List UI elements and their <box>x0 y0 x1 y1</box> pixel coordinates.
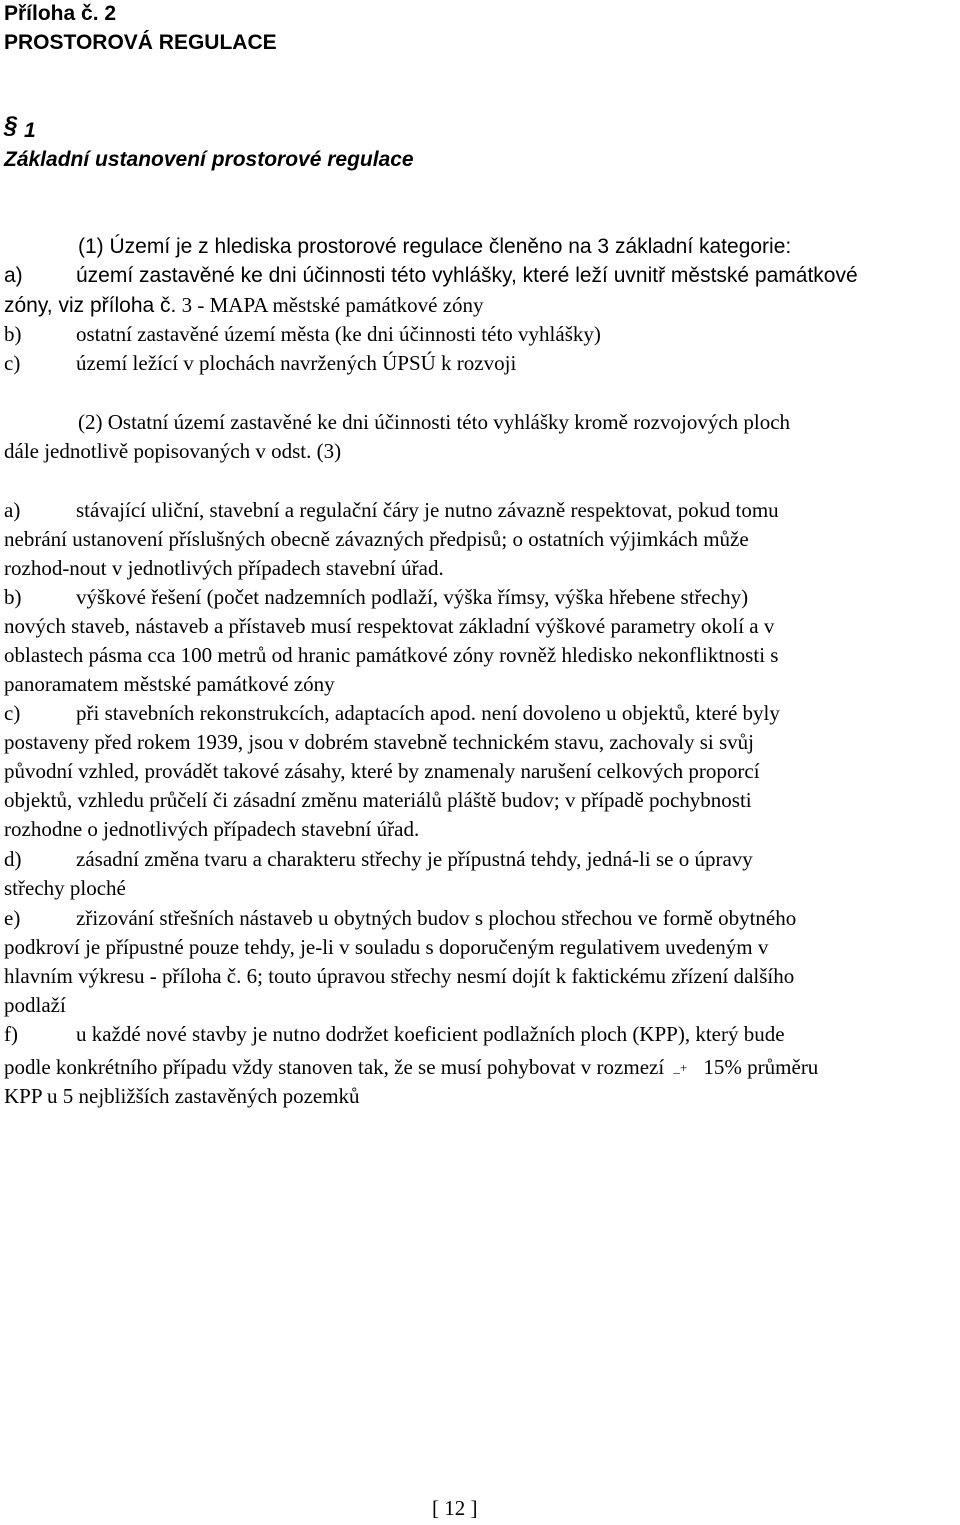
item-tag: e) <box>4 906 21 930</box>
item-text: při stavebních rekonstrukcích, adaptacích apod. není dovoleno u objektů, které byly <box>76 701 780 725</box>
page-number: [ 12 ] <box>432 1496 478 1520</box>
para2-item-c <box>4 701 780 726</box>
item-text: zřizování střešních nástaveb u obytných budov s plochou střechou ve formě obytného <box>76 906 797 930</box>
item-text: u každé nové stavby je nutno dodržet koeficient podlažních ploch (KPP), který bude <box>76 1022 785 1046</box>
section-heading: Základní ustanovení prostorové regulace <box>4 148 414 171</box>
para2-item-d <box>4 847 753 872</box>
para1-intro: (1) Území je z hlediska prostorové regulace členěno na 3 základní kategorie: <box>78 235 792 258</box>
annex-label: Příloha č. 2 <box>4 2 117 25</box>
item-text: ostatní zastavěné území města (ke dni účinnosti této vyhlášky) <box>76 322 601 346</box>
item-text: 15% průměru <box>703 1055 819 1079</box>
para2-item-e-cont: podkroví je přípustné pouze tehdy, je-li v souladu s doporučeným regulativem uvedeným v <box>4 935 769 959</box>
para1-item-b <box>4 322 601 347</box>
para2-item-f <box>4 1022 785 1047</box>
item-text-sans: zóny, viz příloha č. <box>4 294 177 317</box>
para1-item-c <box>4 351 516 376</box>
para2-item-f-cont: KPP u 5 nejbližších zastavěných pozemků <box>4 1084 360 1108</box>
item-tag: c) <box>4 351 21 375</box>
section-number: 1 <box>24 119 36 142</box>
para2-item-d-cont: střechy ploché <box>4 876 126 900</box>
para2-item-a-cont: nebrání ustanovení příslušných obecně závazných předpisů; o ostatních výjimkách může <box>4 527 749 551</box>
item-text: území ležící v plochách navržených ÚPSÚ k rozvoji <box>76 351 517 375</box>
item-text: zásadní změna tvaru a charakteru střechy je přípustná tehdy, jedná-li se o úpravy <box>76 847 753 871</box>
document-title: PROSTOROVÁ REGULACE <box>4 31 277 54</box>
item-text: území zastavěné ke dni účinnosti této vyhlášky, které leží uvnitř městské památkové <box>76 264 858 287</box>
para2-intro: (2) Ostatní území zastavěné ke dni účinnosti této vyhlášky kromě rozvojových ploch <box>78 410 791 434</box>
item-tag: b) <box>4 585 22 609</box>
para2-item-b-cont: nových staveb, nástaveb a přístaveb musí respektovat základní výškové parametry okolí a v <box>4 614 775 638</box>
para2-item-e <box>4 906 796 931</box>
item-tag: b) <box>4 322 22 346</box>
para2-item-e-cont: hlavním výkresu - příloha č. 6; touto úpravou střechy nesmí dojít k faktickému zřízení dalšího <box>4 964 795 988</box>
para2-item-a-cont: rozhod-nout v jednotlivých případech stavební úřad. <box>4 556 444 580</box>
para2-item-c-cont: rozhodne o jednotlivých případech stavební úřad. <box>4 817 420 841</box>
para2-item-c-cont: objektů, vzhledu průčelí či zásadní změnu materiálů pláště budov; v případě pochybnosti <box>4 788 752 812</box>
item-tag: f) <box>4 1022 18 1046</box>
para1-item-a <box>4 264 858 288</box>
item-tag: a) <box>4 498 21 522</box>
item-tag: d) <box>4 847 22 871</box>
item-tag: a) <box>4 264 23 287</box>
para2-item-f-cont <box>4 1055 818 1080</box>
plus-minus-mark: _+ <box>673 1060 688 1075</box>
item-text-serif: 3 - MAPA městské památkové zóny <box>176 293 484 317</box>
para2-item-a <box>4 498 779 523</box>
para1-item-a-cont <box>4 293 484 318</box>
item-text: podle konkrétního případu vždy stanoven tak, že se musí pohybovat v rozmezí <box>4 1055 665 1079</box>
para2-item-b-cont: panoramatem městské památkové zóny <box>4 672 335 696</box>
section-symbol: § <box>4 112 18 139</box>
item-tag: c) <box>4 701 21 725</box>
para2-item-b-cont: oblastech pásma cca 100 metrů od hranic památkové zóny rovněž hledisko nekonfliktnosti s <box>4 643 779 667</box>
para2-item-b <box>4 585 748 610</box>
para2-intro-cont: dále jednotlivě popisovaných v odst. (3) <box>4 439 342 463</box>
item-text: výškové řešení (počet nadzemních podlaží, výška římsy, výška hřebene střechy) <box>76 585 749 609</box>
para2-item-e-cont: podlaží <box>4 993 66 1017</box>
item-text: stávající uliční, stavební a regulační čáry je nutno závazně respektovat, pokud tomu <box>76 498 779 522</box>
para2-item-c-cont: postaveny před rokem 1939, jsou v dobrém stavebně technickém stavu, zachovaly si svůj <box>4 730 754 754</box>
para2-item-c-cont: původní vzhled, provádět takové zásahy, které by znamenaly narušení celkových proporcí <box>4 759 760 783</box>
